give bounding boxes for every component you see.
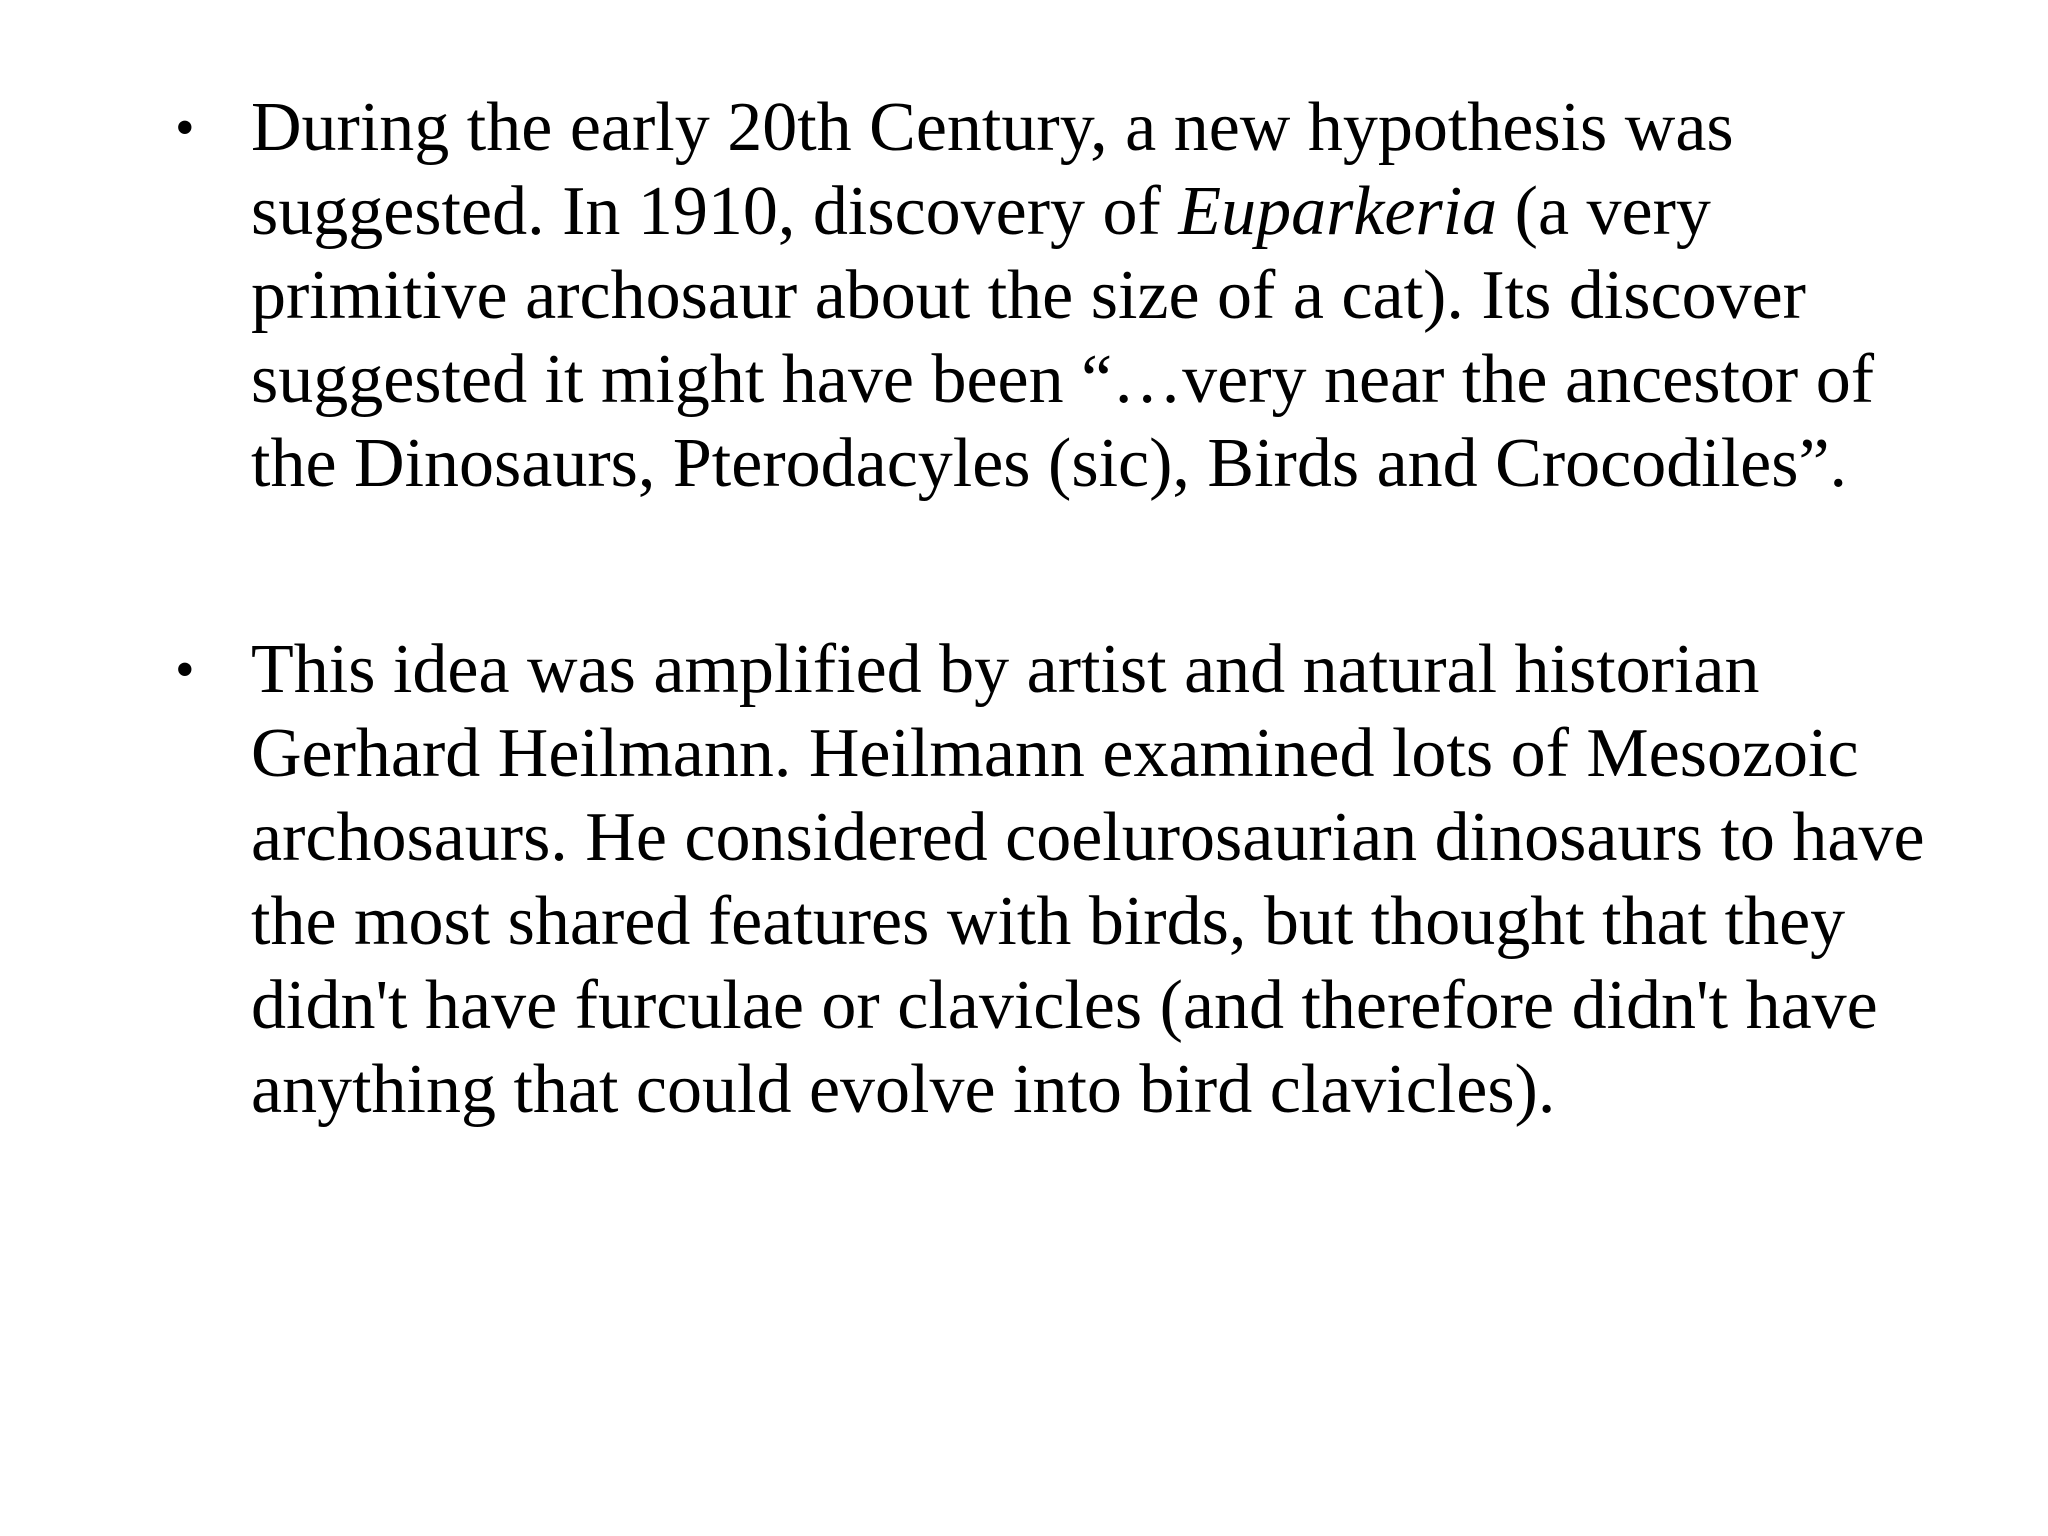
euparkeria-italic-term: Euparkeria — [1178, 173, 1498, 250]
bullet-list — [175, 86, 1935, 1132]
bullet-item-2 — [175, 628, 1935, 1132]
bullet-1-text-end: (a very primitive archosaur about the size of a cat). Its discover suggested it might have been “…very near the ancestor of the Dinosaurs, Pterodacyles (sic), Birds and Crocodiles”. — [251, 173, 1875, 502]
bullet-marker: • — [175, 97, 195, 159]
bullet-item-1 — [175, 86, 1935, 506]
bullet-1-text-start: During the early 20th Century, a new hypothesis was suggested. In 1910, discovery of — [251, 89, 1734, 250]
bullet-2-text: This idea was amplified by artist and natural historian Gerhard Heilmann. Heilmann examined lots of Mesozoic archosaurs. He considered coelurosaurian dinosaurs to have the most shared features with birds, but thought that they didn't have furculae or clavicles (and therefore didn't have anything that could evolve into bird clavicles). — [251, 631, 1925, 1128]
bullet-marker: • — [175, 639, 195, 701]
